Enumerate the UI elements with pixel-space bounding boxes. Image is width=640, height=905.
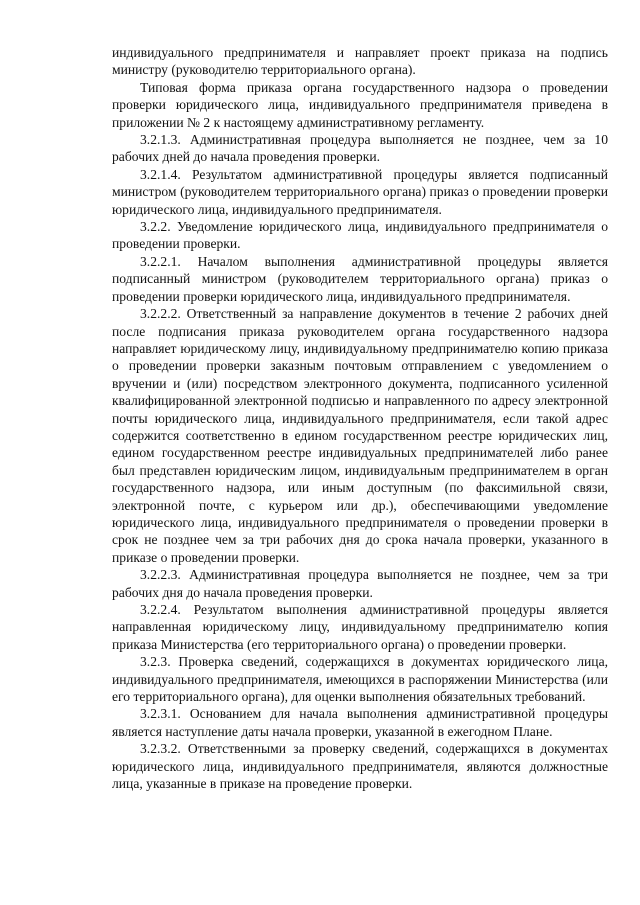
paragraph-3-2-3: 3.2.3. Проверка сведений, содержащихся в документах юридического лица, индивидуального предпринимателя, имеющихся в распоряжении Министерства (или его территориального органа), для оценки выполнения обязательных требований.	[112, 654, 608, 705]
paragraph-3-2-2-3: 3.2.2.3. Административная процедура выполняется не позднее, чем за три рабочих дня до начала проведения проверки.	[112, 567, 608, 600]
paragraph-3-2-3-2: 3.2.3.2. Ответственными за проверку сведений, содержащихся в документах юридического лица, индивидуального предпринимателя, являются должностные лица, указанные в приказе на проведение проверки.	[112, 741, 608, 792]
paragraph-3-2-2-1: 3.2.2.1. Началом выполнения административной процедуры является подписанный министром (руководителем территориального органа) приказ о проведении проверки юридического лица, индивидуального предпринимателя.	[112, 253, 608, 304]
paragraph-3-2-1-3: 3.2.1.3. Административная процедура выполняется не позднее, чем за 10 рабочих дней до начала проведения проверки.	[112, 132, 608, 165]
paragraph-3-2-1-4: 3.2.1.4. Результатом административной процедуры является подписанный министром (руководителем территориального органа) приказ о проведении проверки юридического лица, индивидуального предпринимателя.	[112, 166, 608, 217]
paragraph-3-2-2: 3.2.2. Уведомление юридического лица, индивидуального предпринимателя о проведении проверки.	[112, 219, 608, 252]
paragraph-3-2-3-1: 3.2.3.1. Основанием для начала выполнения административной процедуры является наступление даты начала проверки, указанной в ежегодном Плане.	[112, 706, 608, 739]
paragraph-3-2-2-2: 3.2.2.2. Ответственный за направление документов в течение 2 рабочих дней после подписания приказа руководителем органа государственного надзора направляет юридическому лицу, индивидуальному предпринимателю копию приказа о проведении проверки заказным почтовым отправлением с уведомлением о вручении и (или) посредством электронного документа, подписанного усиленной квалифицированной электронной подписью и направленного по адресу электронной почты юридического лица, индивидуального предпринимателя, если такой адрес содержится соответственно в едином государственном реестре юридических лиц, едином государственном реестре индивидуальных предпринимателей либо ранее был представлен юридическим лицом, индивидуальным предпринимателем в орган государственного надзора, или иным доступным (по факсимильной связи, электронной почте, с курьером или др.), обеспечивающими уведомление юридического лица, индивидуального предпринимателя о проведении проверки в срок не позднее чем за три рабочих дня до срока начала проверки, указанного в приказе о проведении проверки.	[112, 306, 608, 565]
paragraph-3-2-2-4: 3.2.2.4. Результатом выполнения административной процедуры является направленная юридическому лицу, индивидуальному предпринимателю копия приказа Министерства (его территориального органа) о проведении проверки.	[112, 602, 608, 652]
paragraph-standard-form: Типовая форма приказа органа государственного надзора о проведении проверки юридического лица, индивидуального предпринимателя приведена в приложении № 2 к настоящему административному регламенту.	[112, 79, 608, 130]
paragraph-continuation: индивидуального предпринимателя и направляет проект приказа на подпись министру (руководителю территориального органа).	[112, 45, 608, 78]
